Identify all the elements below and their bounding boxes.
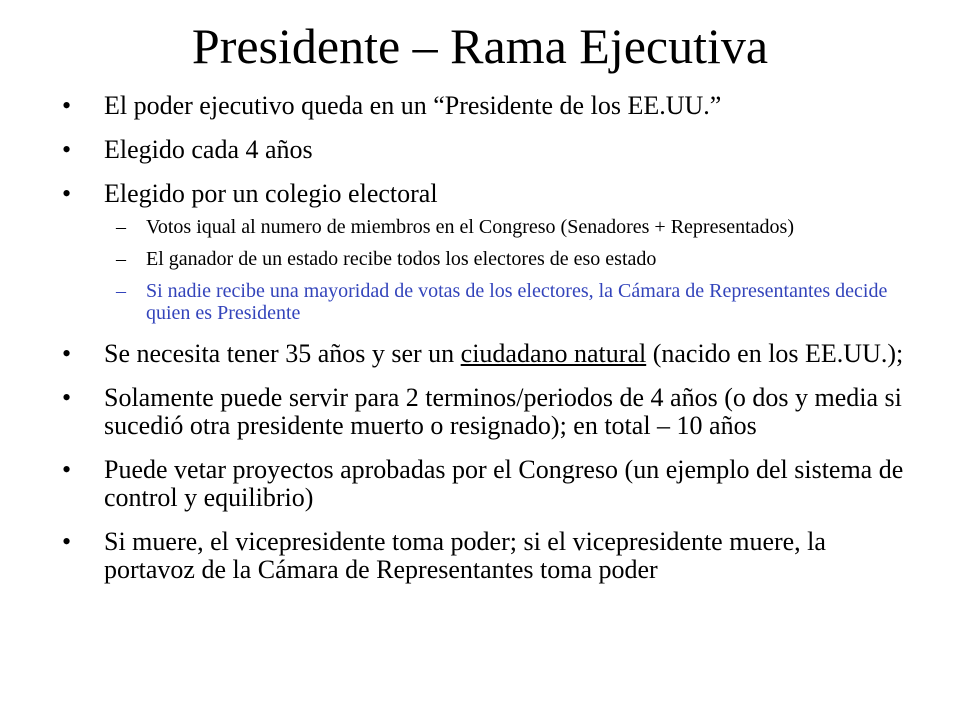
- sub-bullet-item: [104, 248, 912, 270]
- bullet-text: Puede vetar proyectos aprobadas por el Congreso (un ejemplo del sistema de control y equilibrio): [104, 455, 904, 512]
- bullet-text: Elegido por un colegio electoral: [104, 179, 438, 208]
- bullet-icon: •: [62, 91, 72, 120]
- sub-bullet-text: Votos iqual al numero de miembros en el Congreso (Senadores + Representados): [146, 216, 794, 238]
- bullet-icon: •: [62, 135, 72, 164]
- bullet-icon: •: [62, 455, 72, 484]
- bullet-text: Si muere, el vicepresidente toma poder; si el vicepresidente muere, la portavoz de la Cámara de Representantes toma poder: [104, 527, 826, 584]
- sub-bullet-text: El ganador de un estado recibe todos los electores de eso estado: [146, 248, 657, 270]
- bullet-item: [62, 340, 912, 368]
- bullet-item: [62, 456, 912, 512]
- bullet-text-part: (nacido en los EE.UU.);: [646, 339, 904, 368]
- bullet-text: Elegido cada 4 años: [104, 135, 313, 164]
- bullet-item: [62, 180, 912, 324]
- bullet-item: [62, 528, 912, 584]
- slide-title: Presidente – Rama Ejecutiva: [191, 18, 769, 74]
- dash-icon: –: [116, 280, 126, 302]
- underlined-term: ciudadano natural: [460, 339, 647, 368]
- bullet-text: Solamente puede servir para 2 terminos/periodos de 4 años (o dos y media si sucedió otra presidente muerto o resignado); en total – 10 años: [104, 383, 902, 440]
- bullet-icon: •: [62, 527, 72, 556]
- bullet-text-part: Se necesita tener 35 años y ser un: [104, 339, 461, 368]
- bullet-text: El poder ejecutivo queda en un “Presidente de los EE.UU.”: [104, 91, 722, 120]
- bullet-icon: •: [62, 339, 72, 368]
- bullet-item: [62, 136, 912, 164]
- bullet-icon: •: [62, 383, 72, 412]
- dash-icon: –: [116, 216, 126, 238]
- sub-bullet-list: [104, 216, 912, 324]
- dash-icon: –: [116, 248, 126, 270]
- bullet-icon: •: [62, 179, 72, 208]
- bullet-item: [62, 92, 912, 120]
- bullet-item: [62, 384, 912, 440]
- sub-bullet-text: Si nadie recibe una mayoridad de votas de los electores, la Cámara de Representantes decide quien es Presidente: [146, 280, 888, 324]
- sub-bullet-item: [104, 216, 912, 238]
- bullet-text: [104, 339, 903, 368]
- sub-bullet-item-highlighted: [104, 280, 912, 324]
- bullet-list: [62, 92, 912, 600]
